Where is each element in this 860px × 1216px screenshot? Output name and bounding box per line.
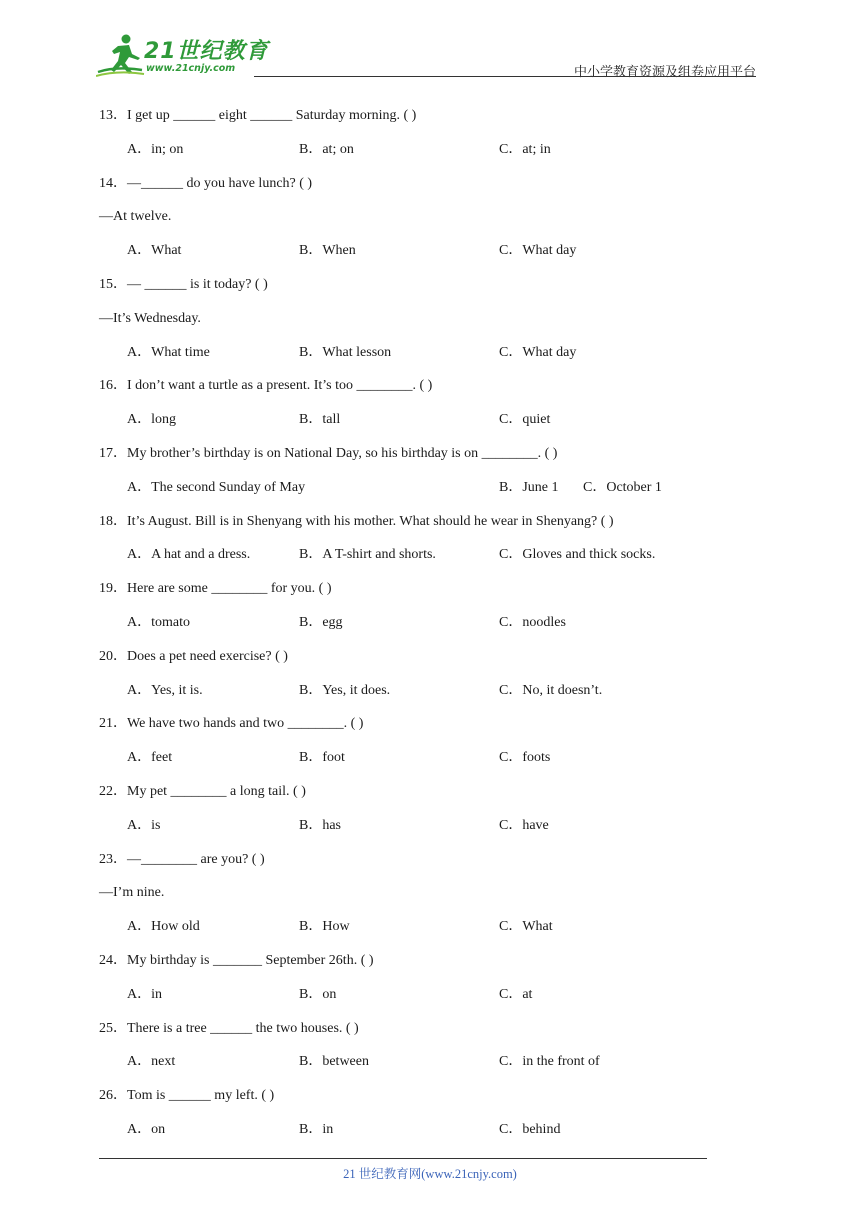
option-a[interactable]: A．How old [127,919,200,935]
question-item [99,510,739,578]
option-c[interactable]: C．No, it doesn’t. [499,682,603,698]
option-a[interactable]: A．is [127,817,161,833]
option-c[interactable]: C．foots [499,750,551,766]
option-c[interactable]: C．in the front of [499,1054,600,1070]
answer-options [99,746,739,780]
question-item [99,577,739,645]
option-a[interactable]: A．The second Sunday of May [127,479,306,495]
option-b[interactable]: B．foot [299,750,345,766]
question-stem: 21．We have two hands and two ________. ( ) [99,716,364,732]
answer-options [99,983,739,1017]
question-stem: 24．My birthday is _______ September 26th. ( ) [99,952,374,968]
question-item [99,848,739,949]
question-stem: 19．Here are some ________ for you. ( ) [99,581,332,597]
option-a[interactable]: A．long [127,412,176,428]
option-b[interactable]: B．tall [299,412,341,428]
question-item [99,712,739,780]
option-a[interactable]: A．What [127,243,182,259]
answer-options [99,408,739,442]
answer-options [99,476,739,510]
question-item [99,442,739,510]
option-b[interactable]: B．What lesson [299,344,392,360]
option-a[interactable]: A．feet [127,750,173,766]
question-item [99,1017,739,1085]
answer-options [99,611,739,645]
option-b[interactable]: B．has [299,817,341,833]
option-c[interactable]: C．at [499,986,533,1002]
answer-options [99,341,739,375]
question-item [99,1084,739,1152]
option-a[interactable]: A．Yes, it is. [127,682,203,698]
option-b[interactable]: B．How [299,919,350,935]
question-list [99,104,739,1152]
question-stem: 14．—______ do you have lunch? ( ) [99,175,313,191]
option-a[interactable]: A．in [127,986,162,1002]
question-reply: —At twelve. [99,209,172,225]
option-b[interactable]: B．on [299,986,337,1002]
option-b[interactable]: B．June 1 [499,479,559,495]
option-a[interactable]: A．next [127,1054,176,1070]
option-c[interactable]: C．October 1 [583,479,662,495]
option-c[interactable]: C．behind [499,1121,561,1137]
answer-options [99,679,739,713]
option-c[interactable]: C．What [499,919,553,935]
option-b[interactable]: B．egg [299,614,343,630]
question-reply: —It’s Wednesday. [99,310,201,326]
option-a[interactable]: A．on [127,1121,166,1137]
question-reply: —I’m nine. [99,885,165,901]
header-tagline: 中小学教育资源及组卷应用平台 [573,65,756,80]
option-c[interactable]: C．Gloves and thick socks. [499,547,656,563]
logo-url: www.21cnjy.com [146,63,236,74]
question-stem: 16．I don’t want a turtle as a present. It’s too ________. ( ) [99,378,433,394]
option-b[interactable]: B．Yes, it does. [299,682,391,698]
question-item [99,104,739,172]
answer-options [99,814,739,848]
answer-options [99,1050,739,1084]
header-divider [254,76,756,77]
question-item [99,374,739,442]
option-a[interactable]: A．in; on [127,141,184,157]
question-stem: 20．Does a pet need exercise? ( ) [99,648,288,664]
option-a[interactable]: A．What time [127,344,210,360]
option-c[interactable]: C．noodles [499,614,566,630]
question-item [99,949,739,1017]
question-stem: 18．It’s August. Bill is in Shenyang with his mother. What should he wear in Shenyang? ( ) [99,513,614,529]
answer-options [99,239,739,273]
option-a[interactable]: A．tomato [127,614,190,630]
answer-options [99,138,739,172]
option-c[interactable]: C．at; in [499,141,551,157]
question-stem: 13．I get up ______ eight ______ Saturday morning. ( ) [99,108,417,123]
question-stem: 26．Tom is ______ my left. ( ) [99,1088,275,1104]
question-stem: 25．There is a tree ______ the two houses. ( ) [99,1020,359,1036]
question-stem: 15．— ______ is it today? ( ) [99,276,268,292]
answer-options [99,543,739,577]
option-c[interactable]: C．What day [499,243,577,259]
answer-options [99,915,739,949]
question-item [99,172,739,273]
question-stem: 22．My pet ________ a long tail. ( ) [99,783,306,799]
answer-options [99,1118,739,1152]
question-stem: 17．My brother’s birthday is on National Day, so his birthday is on ________. ( ) [99,445,558,461]
question-item [99,780,739,848]
option-b[interactable]: B．in [299,1121,334,1137]
option-b[interactable]: B．at; on [299,141,354,157]
logo-text: 21世纪教育 [144,39,269,64]
option-c[interactable]: C．What day [499,344,577,360]
page-header [96,28,756,78]
footer-link[interactable]: 21 世纪教育网(www.21cnjy.com) [343,1167,517,1181]
footer-divider [99,1158,707,1159]
runner-logo-icon [96,32,146,78]
site-logo[interactable] [96,32,269,78]
question-stem: 23．—________ are you? ( ) [99,851,265,867]
option-c[interactable]: C．quiet [499,412,551,428]
question-item [99,273,739,374]
question-item [99,645,739,713]
option-b[interactable]: B．When [299,243,356,259]
option-a[interactable]: A．A hat and a dress. [127,547,251,563]
option-c[interactable]: C．have [499,817,549,833]
option-b[interactable]: B．between [299,1054,369,1070]
option-b[interactable]: B．A T-shirt and shorts. [299,547,436,563]
